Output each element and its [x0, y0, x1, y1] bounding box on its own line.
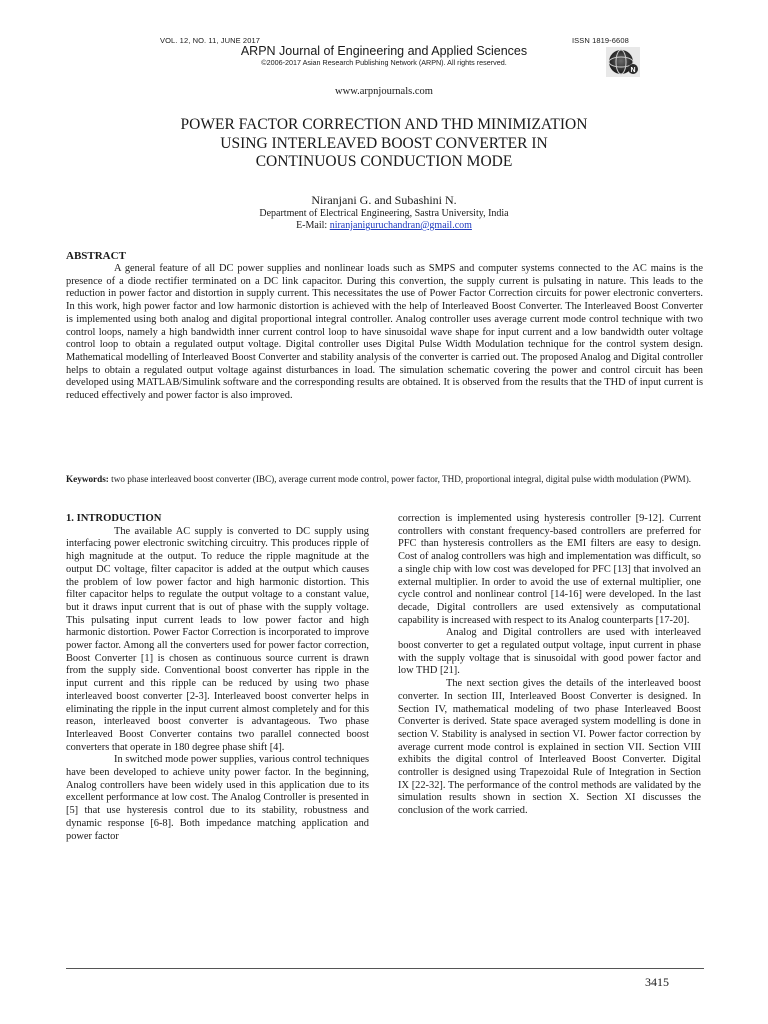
issn: ISSN 1819-6608 [572, 36, 629, 45]
keywords [66, 473, 703, 485]
email-link[interactable]: niranjaniguruchandran@gmail.com [329, 220, 472, 231]
title-line: CONTINUOUS CONDUCTION MODE [255, 153, 513, 170]
volume-info: VOL. 12, NO. 11, JUNE 2017 [160, 36, 261, 45]
keywords-label: Keywords: [66, 474, 109, 484]
title-line: POWER FACTOR CORRECTION AND THD MINIMIZATION [180, 116, 588, 133]
affiliation: Department of Electrical Engineering, Sastra University, India [259, 208, 509, 219]
journal-url[interactable]: www.arpnjournals.com [335, 86, 433, 97]
keywords-text: two phase interleaved boost converter (IBC), average current mode control, power factor, THD, proportional integral, digital pulse width modulation (PWM). [108, 474, 692, 484]
copyright-line: ©2006-2017 Asian Research Publishing Network (ARPN). All rights reserved. [261, 58, 507, 67]
left-column [66, 513, 369, 843]
page-number: 3415 [645, 975, 669, 989]
email-label: E-Mail: [296, 220, 330, 231]
paragraph: In switched mode power supplies, various control techniques have been developed to achieve unity power factor. In the beginning, Analog controllers have been widely used in this application due to its excellent performance at low cost. The Analog Controller is presented in [5] that use hysteresis control due to its stability, robustness and dynamic response [6-8]. Both impedance matching application and power factor [66, 754, 369, 842]
arpn-globe-logo-icon [606, 47, 640, 77]
paragraph: The available AC supply is converted to DC supply using interfacing power electronic switching circuitry. This produces ripple of high magnitude at the output. To reduce the ripple magnitude at the output DC voltage, filter capacitor is added at the output which causes the problem of low power factor and high harmonic distortion. This filter capacitor helps to regulate the output voltage to a constant value, but it draws input current that is out of phase with the supply voltage. This pulsating input current leads to low power factor and high harmonic distortion. Power Factor Correction is incorporated to improve power factor. Among all the converters used for power factor correction, Boost Converter [1] is chosen as continuous source current is drawn from the supply side. Conventional boost converter has ripple in the input current and this ripple can be reduced by using two phase interleaved boost converter [2-3]. Interleaved boost converter helps in eliminating the ripple in the input current almost completely and for this reason, interleaved boost converter is advantageous. Two phase Interleaved Boost Converter contains two parallel connected boost converters that operate in 180 degree phase shift [4]. [66, 525, 369, 753]
section-heading-introduction: 1. INTRODUCTION [66, 513, 162, 524]
svg-text:N: N [630, 67, 636, 74]
affiliation-block [0, 208, 768, 232]
title-line: USING INTERLEAVED BOOST CONVERTER IN [220, 134, 548, 152]
paragraph: Analog and Digital controllers are used with interleaved boost converter to get a regulated output voltage, input current in phase with the supply voltage that is sinusoidal with good power factor and low THD [21]. [398, 627, 701, 677]
paragraph: The next section gives the details of the interleaved boost converter. In section III, Interleaved Boost Converter is designed. In Section IV, mathematical modeling of two phase Interleaved Boost Converter is derived. State space averaged system modelling is done in section V. Stability is analysed in section VI. Power factor correction by average current mode control is explained in section VII. Section VIII exhibits the digital control of Interleaved Boost Converter. Digital controller is designed using Trapezoidal Rule of Integration in Section IX [22-32]. The performance of the control methods are validated by the simulation results shown in section X. Section XI discusses the conclusion of the work carried. [398, 678, 701, 817]
abstract-heading: ABSTRACT [66, 250, 126, 262]
footer-divider [66, 968, 704, 969]
journal-name: ARPN Journal of Engineering and Applied Sciences [240, 44, 528, 58]
paragraph: correction is implemented using hysteresis controller [9-12]. Current controllers with constant frequency-based controllers are preferred for PFC than hysteresis controllers as the EMI filters are easy to design. Cost of analog controllers was high and implementation was difficult, so a single chip with low cost was developed for PFC [13] that involved an external multiplier. In order to avoid the use of external multiplier, one cycle control and nonlinear control [14-16] were developed. In the last decade, Digital controllers are used extensively as computational capability is increased with respect to its Analog counterparts [17-20]. [398, 513, 701, 626]
authors: Niranjani G. and Subashini N. [311, 193, 457, 207]
abstract-text: A general feature of all DC power supplies and nonlinear loads such as SMPS and computer systems connected to the AC mains is the presence of a diode rectifier terminated on a DC link capacitor. During this convertion, the supply current is pulsating in nature. This leads to the reduction in power factor and distortion in supply current. This necessitates the use of Power Factor Correction circuits for power electronic converters. In this work, high power factor and low harmonic distortion is achieved with the help of Interleaved Boost Converter. The Interleaved Boost Converter is implemented using both analog and digital proportional integral controller. Analog controller uses average current mode control technique with two control loops, namely a high bandwidth inner current control loop to have sinusoidal wave shape for input current and a low bandwidth outer voltage control loop to obtain a regulated output voltage. Digital controller uses Digital Pulse Width Modulation technique for the control system design. Mathematical modelling of Interleaved Boost Converter and stability analysis of the converter is carried out. The proposed Analog and Digital controller helps to obtain a regulated output voltage against disturbances in load. The simulation schematic covering the power and control circuit has been developed using MATLAB/Simulink software and the corresponding results are obtained. It is observed from the results that the THD of input current is reduced effectively and power factor is also improved. [66, 263, 703, 402]
paper-title [80, 116, 688, 172]
right-column [398, 513, 701, 818]
email-line [0, 220, 768, 232]
